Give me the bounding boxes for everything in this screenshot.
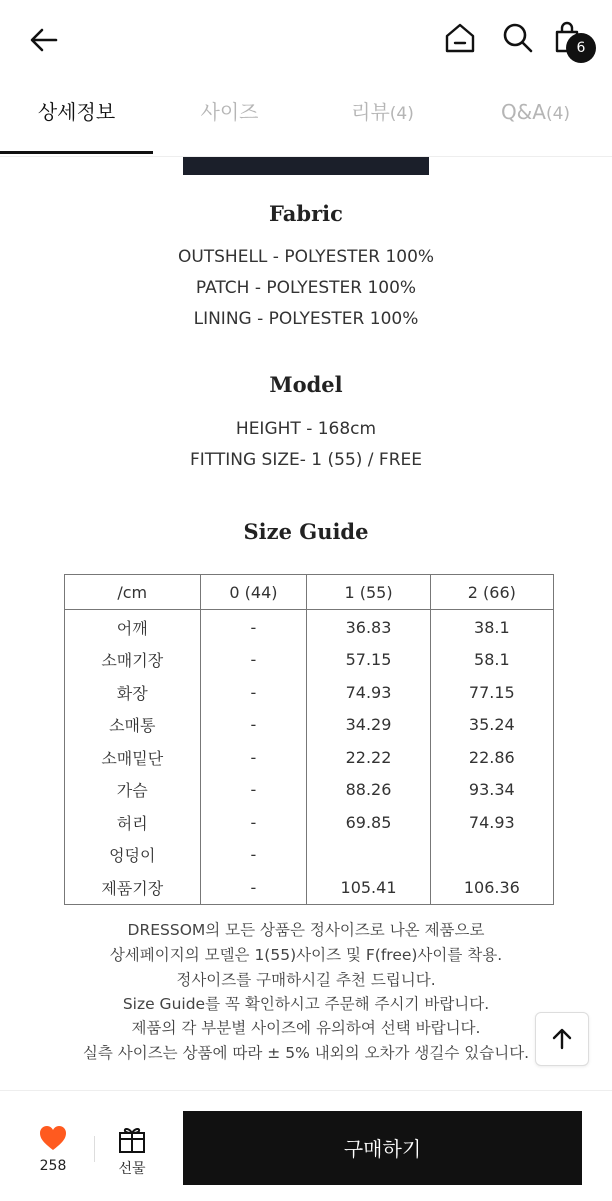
size-notice-line: 실측 사이즈는 상품에 따라 ± 5% 내외의 오차가 생길수 있습니다.	[82, 1044, 530, 1062]
table-cell: 35.24	[430, 709, 553, 742]
table-cell: 36.83	[307, 610, 430, 644]
back-arrow-icon[interactable]	[26, 22, 62, 58]
table-cell: 74.93	[430, 806, 553, 839]
home-icon[interactable]	[442, 20, 478, 56]
table-cell: -	[200, 774, 307, 807]
table-cell: 93.34	[430, 774, 553, 807]
table-cell: 엉덩이	[65, 839, 201, 872]
size-guide-table	[64, 574, 554, 905]
tab-reviews[interactable]: 리뷰(4)	[351, 100, 414, 124]
detail-tabs	[0, 78, 612, 157]
active-tab-indicator	[0, 151, 153, 154]
table-cell: -	[200, 676, 307, 709]
fabric-line: LINING - POLYESTER 100%	[193, 309, 419, 329]
table-cell: 소매기장	[65, 644, 201, 677]
table-cell: 105.41	[307, 871, 430, 904]
gift-label: 선물	[118, 1161, 146, 1177]
size-notice-line: DRESSOM의 모든 상품은 정사이즈로 나온 제품으로	[127, 921, 485, 939]
table-cell: 69.85	[307, 806, 430, 839]
table-row	[65, 610, 554, 644]
table-header: /cm	[65, 575, 201, 610]
table-cell: 77.15	[430, 676, 553, 709]
table-cell: 어깨	[65, 610, 201, 644]
table-cell: -	[200, 741, 307, 774]
model-line: FITTING SIZE- 1 (55) / FREE	[189, 450, 423, 470]
tab-qna[interactable]: Q&A(4)	[500, 100, 571, 124]
tab-size[interactable]: 사이즈	[200, 100, 259, 124]
table-row	[65, 839, 554, 872]
table-cell: 34.29	[307, 709, 430, 742]
table-cell	[430, 839, 553, 872]
table-cell: 88.26	[307, 774, 430, 807]
table-cell: 22.22	[307, 741, 430, 774]
table-header: 1 (55)	[307, 575, 430, 610]
size-notice-line: 정사이즈를 구매하시길 추천 드립니다.	[176, 971, 436, 989]
table-cell: 57.15	[307, 644, 430, 677]
table-cell: 74.93	[307, 676, 430, 709]
table-row	[65, 644, 554, 677]
table-header: 0 (44)	[200, 575, 307, 610]
fabric-line: PATCH - POLYESTER 100%	[195, 278, 417, 298]
table-cell: 소매통	[65, 709, 201, 742]
size-notice-line: 제품의 각 부분별 사이즈에 유의하여 선택 바랍니다.	[131, 1019, 481, 1037]
table-cell: -	[200, 610, 307, 644]
arrow-up-icon	[550, 1027, 574, 1051]
table-cell	[307, 839, 430, 872]
table-cell: 화장	[65, 676, 201, 709]
table-row	[65, 774, 554, 807]
table-header: 2 (66)	[430, 575, 553, 610]
table-cell: 58.1	[430, 644, 553, 677]
table-row	[65, 676, 554, 709]
table-row	[65, 709, 554, 742]
table-cell: 가슴	[65, 774, 201, 807]
table-cell: -	[200, 644, 307, 677]
table-cell: 제품기장	[65, 871, 201, 904]
table-cell: 소매밑단	[65, 741, 201, 774]
table-row	[65, 741, 554, 774]
product-image	[183, 157, 429, 175]
divider	[94, 1136, 95, 1162]
cart-count-badge: 6	[566, 33, 596, 63]
tab-details[interactable]: 상세정보	[37, 100, 116, 124]
like-count: 258	[39, 1158, 67, 1174]
table-cell: 106.36	[430, 871, 553, 904]
gift-button[interactable]	[112, 1124, 152, 1158]
size-notice-line: 상세페이지의 모델은 1(55)사이즈 및 F(free)사이를 착용.	[109, 946, 503, 964]
table-cell: 허리	[65, 806, 201, 839]
table-cell: -	[200, 709, 307, 742]
table-cell: -	[200, 839, 307, 872]
model-line: HEIGHT - 168cm	[235, 419, 377, 439]
heart-icon	[38, 1124, 68, 1152]
search-icon[interactable]	[500, 20, 536, 56]
model-heading: Model	[269, 372, 343, 397]
size-guide-heading: Size Guide	[243, 519, 369, 544]
top-bar	[0, 0, 612, 78]
buy-button[interactable]: 구매하기	[183, 1111, 582, 1185]
scroll-to-top-button[interactable]	[535, 1012, 589, 1066]
gift-icon	[117, 1124, 147, 1154]
table-row	[65, 871, 554, 904]
fabric-heading: Fabric	[269, 201, 343, 226]
table-cell: -	[200, 806, 307, 839]
table-header-row	[65, 575, 554, 610]
like-button[interactable]	[30, 1124, 76, 1156]
table-row	[65, 806, 554, 839]
size-notice-line: Size Guide를 꼭 확인하시고 주문해 주시기 바랍니다.	[122, 995, 490, 1013]
table-cell: 22.86	[430, 741, 553, 774]
fabric-line: OUTSHELL - POLYESTER 100%	[177, 247, 435, 267]
table-cell: 38.1	[430, 610, 553, 644]
table-cell: -	[200, 871, 307, 904]
